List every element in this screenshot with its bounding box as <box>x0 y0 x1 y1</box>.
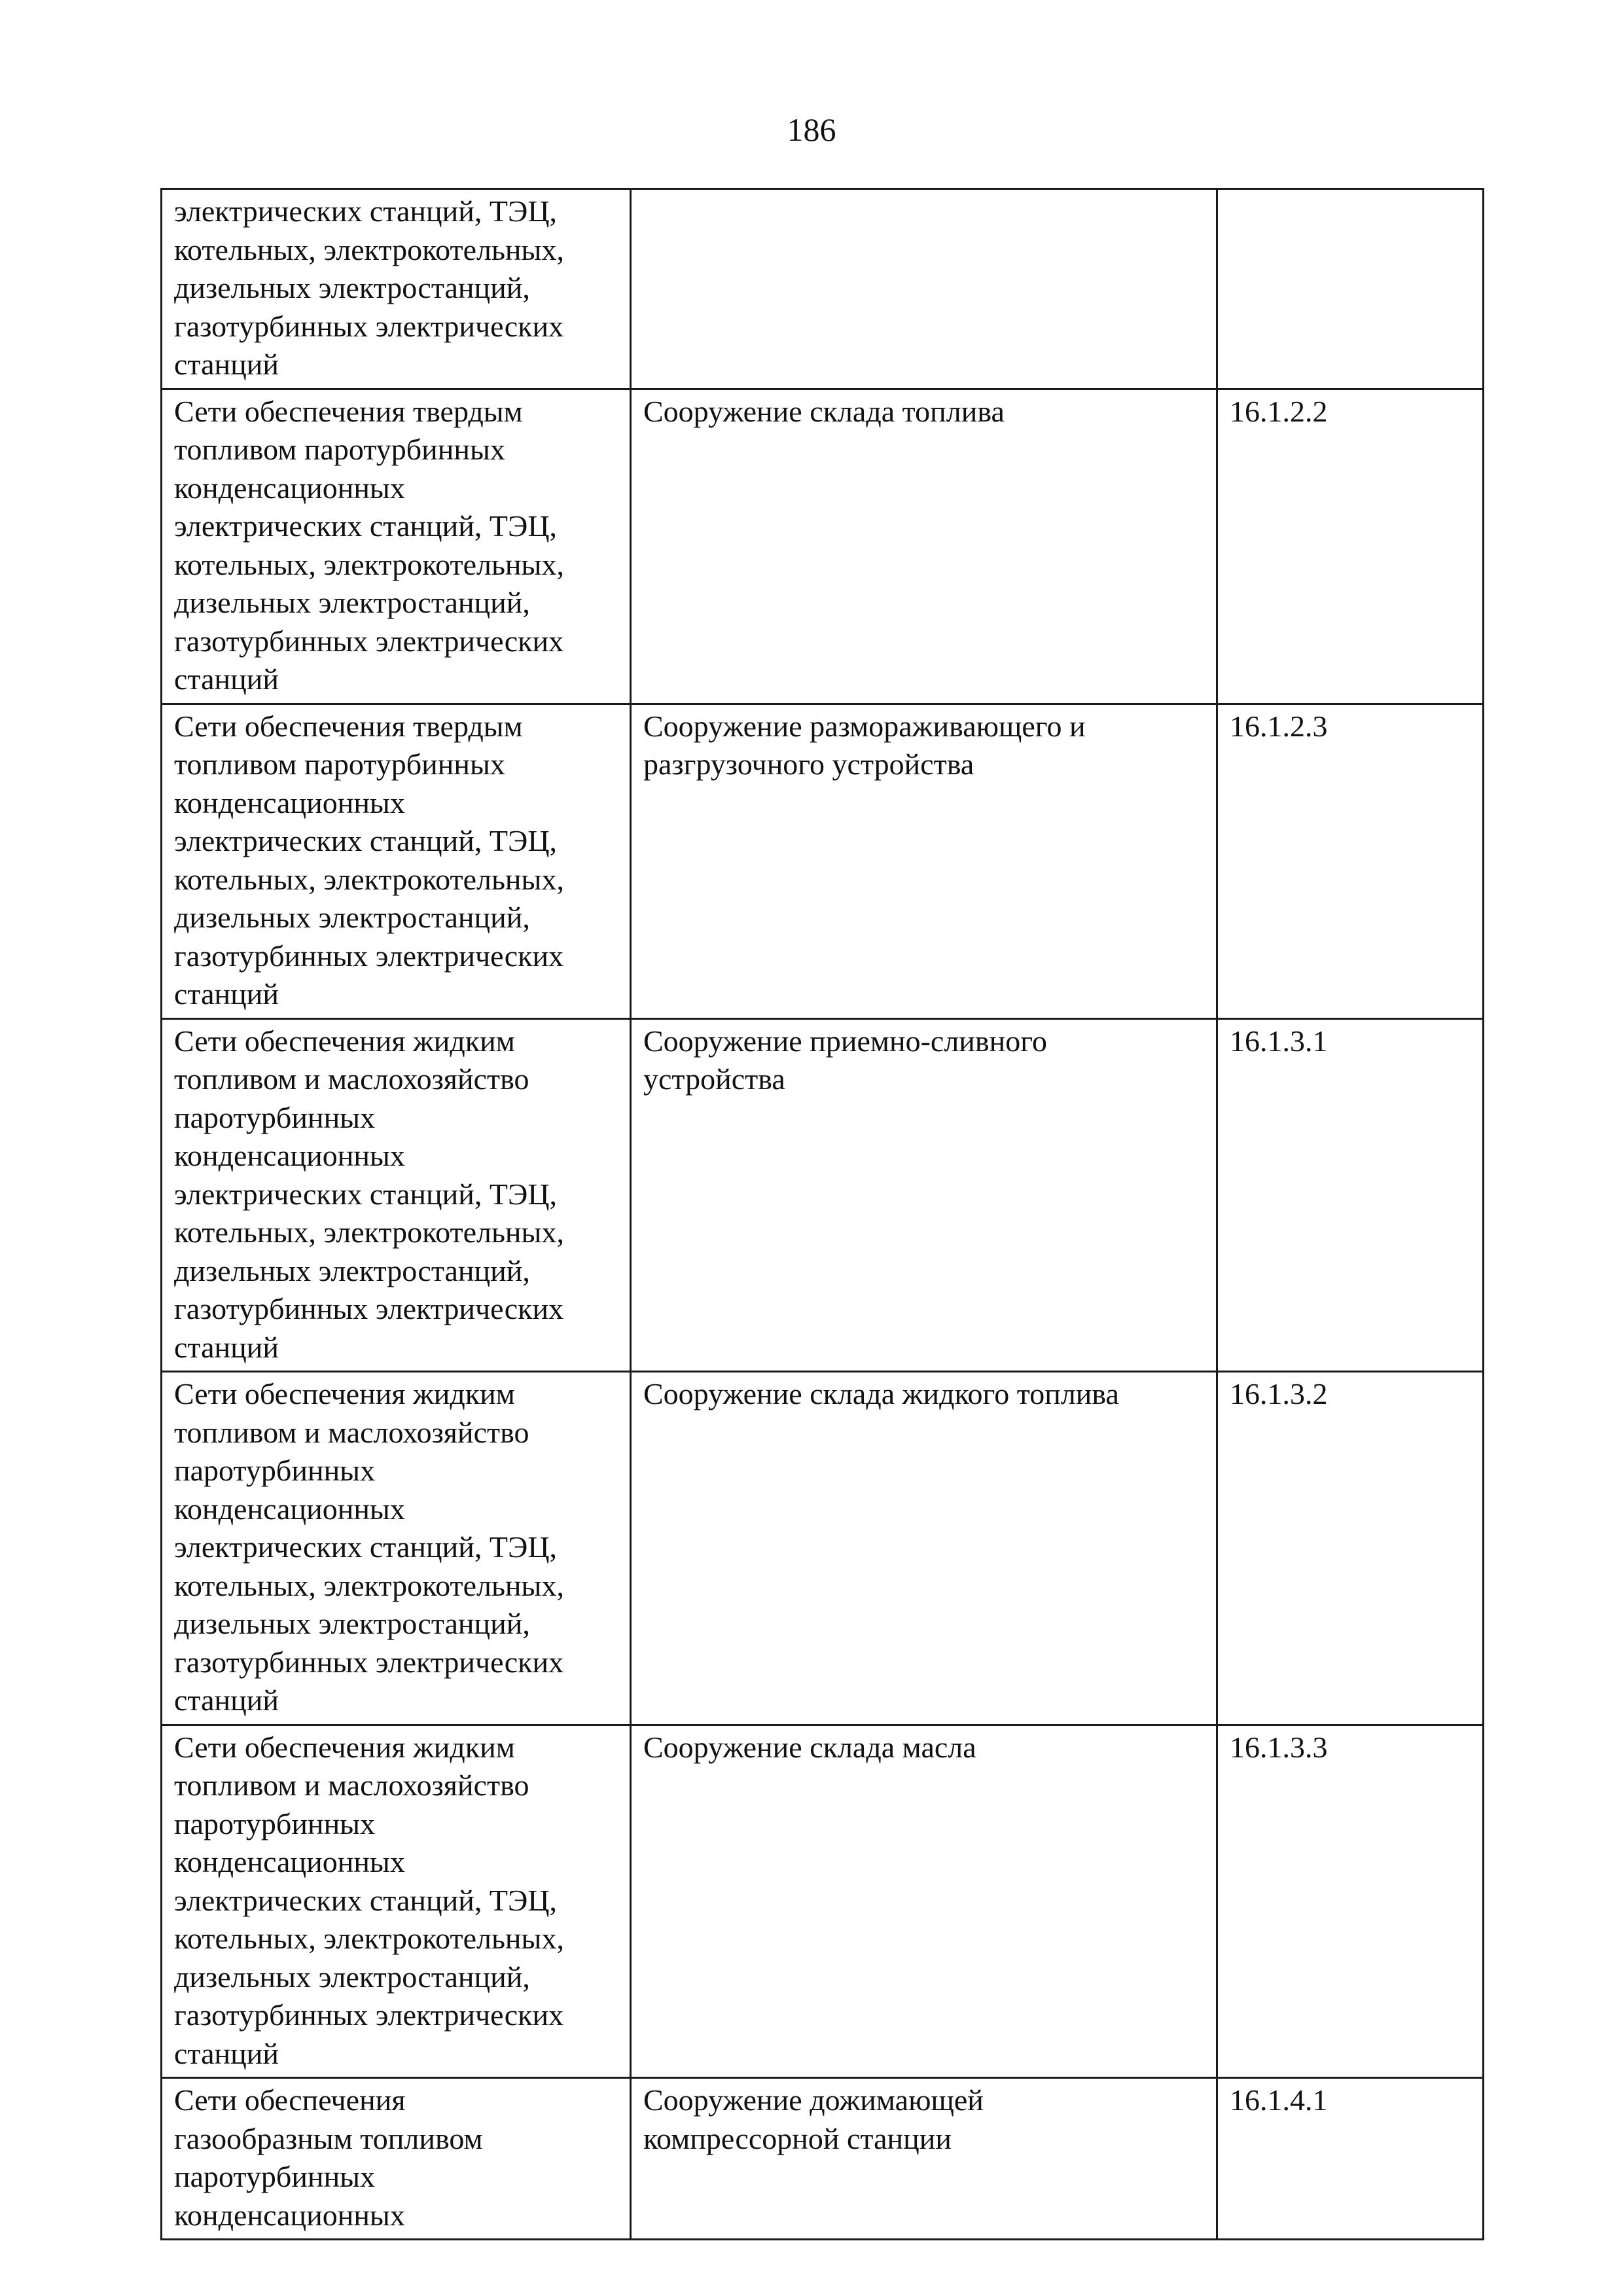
cell-text-line: конденсационных <box>174 1139 405 1172</box>
cell-text-line: газотурбинных электрических <box>174 1645 564 1679</box>
network-cell <box>162 1725 631 2078</box>
code-cell: 16.1.2.3 <box>1217 704 1484 1018</box>
cell-text-line: газотурбинных электрических <box>174 309 564 343</box>
cell-text-line: топливом паротурбинных <box>174 433 505 466</box>
network-cell <box>162 1018 631 1372</box>
cell-text-line: дизельных электростанций, <box>174 271 530 304</box>
network-cell <box>162 189 631 389</box>
cell-text-line: котельных, электрокотельных, <box>174 232 564 266</box>
cell-text-line: станций <box>174 2036 279 2070</box>
structure-cell <box>631 1372 1217 1725</box>
network-cell <box>162 704 631 1018</box>
cell-text-line: паротурбинных <box>174 1454 376 1487</box>
code-cell: 16.1.3.2 <box>1217 1372 1484 1725</box>
cell-text-line: котельных, электрокотельных, <box>174 1922 564 1955</box>
table-row <box>162 1725 1484 2078</box>
cell-text-line: топливом и маслохозяйство <box>174 1062 529 1096</box>
table-row <box>162 1018 1484 1372</box>
cell-text-line: конденсационных <box>174 2198 405 2232</box>
cell-text-line: станций <box>174 662 279 696</box>
cell-text-line: дизельных электростанций, <box>174 901 530 934</box>
cell-text-line: электрических станций, ТЭЦ, <box>174 1883 558 1917</box>
cell-text-line: электрических станций, ТЭЦ, <box>174 509 558 543</box>
structure-cell <box>631 704 1217 1018</box>
cell-text-line: Сети обеспечения твердым <box>174 709 523 743</box>
cell-text-line: котельных, электрокотельных, <box>174 547 564 581</box>
cell-text-line: дизельных электростанций, <box>174 1607 530 1640</box>
cell-text-line: котельных, электрокотельных, <box>174 1568 564 1602</box>
code-cell: 16.1.4.1 <box>1217 2078 1484 2240</box>
cell-text-line: газотурбинных электрических <box>174 624 564 658</box>
cell-text-line: топливом и маслохозяйство <box>174 1415 529 1449</box>
code-cell: 16.1.2.2 <box>1217 389 1484 704</box>
code-cell: 16.1.3.1 <box>1217 1018 1484 1372</box>
cell-text-line: Сооружение склада масла <box>643 1730 976 1764</box>
cell-text-line: дизельных электростанций, <box>174 1960 530 1994</box>
network-cell <box>162 1372 631 1725</box>
cell-text-line: Сети обеспечения твердым <box>174 394 523 428</box>
cell-text-line: станций <box>174 977 279 1011</box>
cell-text-line: Сети обеспечения жидким <box>174 1377 515 1410</box>
structure-cell <box>631 1018 1217 1372</box>
structure-cell <box>631 389 1217 704</box>
cell-text-line: электрических станций, ТЭЦ, <box>174 824 558 857</box>
cell-text-line: котельных, электрокотельных, <box>174 862 564 896</box>
cell-text-line: конденсационных <box>174 785 405 819</box>
cell-text-line: Сооружение склада топлива <box>643 394 1005 428</box>
cell-text-line: Сети обеспечения жидким <box>174 1730 515 1764</box>
cell-text-line: топливом и маслохозяйство <box>174 1768 529 1802</box>
cell-text-line: станций <box>174 1683 279 1717</box>
cell-text-line: газотурбинных электрических <box>174 939 564 973</box>
cell-text-line: паротурбинных <box>174 1100 376 1134</box>
cell-text-line: конденсационных <box>174 1492 405 1526</box>
cell-text-line: дизельных электростанций, <box>174 586 530 619</box>
cell-text-line: топливом паротурбинных <box>174 747 505 781</box>
cell-text-line: электрических станций, ТЭЦ, <box>174 1177 558 1211</box>
page-number: 186 <box>787 111 836 148</box>
cell-text-line: газообразным топливом <box>174 2121 483 2155</box>
table-row <box>162 2078 1484 2240</box>
cell-text-line: Сооружение приемно-сливного <box>643 1024 1047 1058</box>
cell-text-line: станций <box>174 348 279 381</box>
cell-text-line: дизельных электростанций, <box>174 1253 530 1287</box>
cell-text-line: Сооружение склада жидкого топлива <box>643 1377 1119 1410</box>
structure-cell <box>631 189 1217 389</box>
table-row <box>162 704 1484 1018</box>
cell-text-line: котельных, электрокотельных, <box>174 1215 564 1249</box>
table-row <box>162 389 1484 704</box>
network-cell <box>162 389 631 704</box>
table-row <box>162 189 1484 389</box>
cell-text-line: Сети обеспечения жидким <box>174 1024 515 1058</box>
code-cell: 16.1.3.3 <box>1217 1725 1484 2078</box>
cell-text-line: устройства <box>643 1062 785 1096</box>
structure-cell <box>631 1725 1217 2078</box>
cell-text-line: компрессорной станции <box>643 2121 952 2155</box>
cell-text-line: электрических станций, ТЭЦ, <box>174 194 558 228</box>
infrastructure-table <box>160 188 1484 2240</box>
cell-text-line: газотурбинных электрических <box>174 1998 564 2032</box>
code-cell <box>1217 189 1484 389</box>
cell-text-line: конденсационных <box>174 471 405 505</box>
cell-text-line: паротурбинных <box>174 2160 376 2193</box>
cell-text-line: электрических станций, ТЭЦ, <box>174 1530 558 1564</box>
cell-text-line: газотурбинных электрических <box>174 1292 564 1325</box>
cell-text-line: Сети обеспечения <box>174 2083 406 2117</box>
cell-text-line: разгрузочного устройства <box>643 747 974 781</box>
table-row <box>162 1372 1484 1725</box>
cell-text-line: Сооружение дожимающей <box>643 2083 984 2117</box>
structure-cell <box>631 2078 1217 2240</box>
cell-text-line: станций <box>174 1330 279 1364</box>
cell-text-line: конденсационных <box>174 1845 405 1878</box>
network-cell <box>162 2078 631 2240</box>
cell-text-line: паротурбинных <box>174 1806 376 1840</box>
cell-text-line: Сооружение размораживающего и <box>643 709 1086 743</box>
